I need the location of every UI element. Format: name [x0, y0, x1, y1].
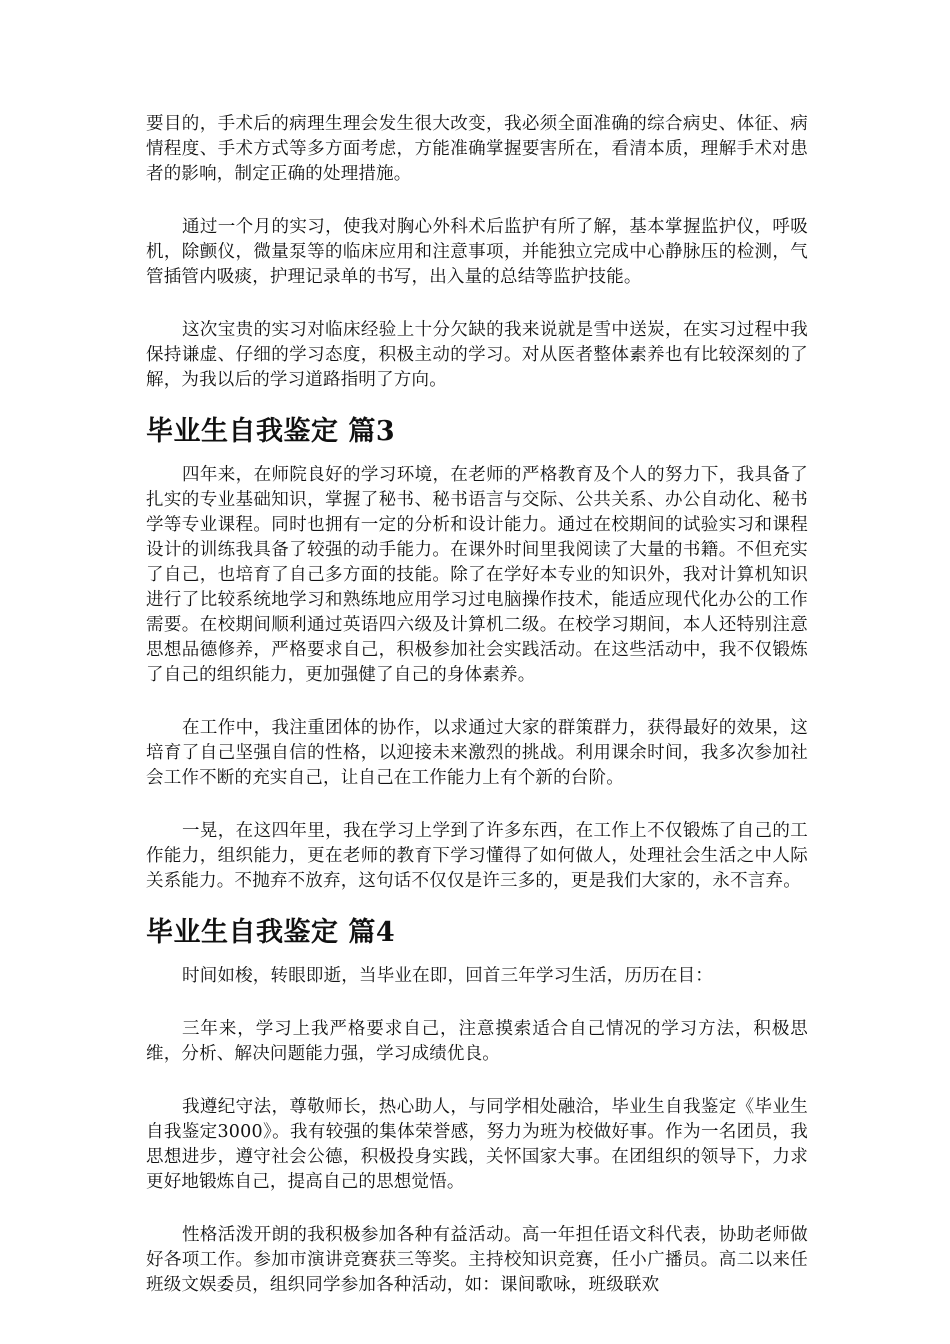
document-page — [146, 112, 808, 1298]
paragraph: 时间如梭，转眼即逝，当毕业在即，回首三年学习生活，历历在目： — [182, 966, 713, 986]
paragraph: 我遵纪守法，尊敬师长，热心助人，与同学相处融洽，毕业生自我鉴定《毕业生自我鉴定3000》。我有较强的集体荣誉感，努力为班为校做好事。作为一名团员，我思想进步，遵守社会公德，积极投身实践，关怀国家大事。在团组织的领导下，力求更好地锻炼自己，提高自己的思想觉悟。 — [146, 1097, 808, 1192]
section-heading-3: 毕业生自我鉴定 篇3 — [146, 416, 396, 447]
paragraph: 通过一个月的实习，使我对胸心外科术后监护有所了解，基本掌握监护仪，呼吸机，除颤仪，微量泵等的临床应用和注意事项，并能独立完成中心静脉压的检测，气管插管内吸痰，护理记录单的书写，出入量的总结等监护技能。 — [146, 217, 808, 287]
paragraph: 三年来，学习上我严格要求自己，注意摸索适合自己情况的学习方法，积极思维，分析、解决问题能力强，学习成绩优良。 — [146, 1019, 808, 1064]
paragraph: 一晃，在这四年里，我在学习上学到了许多东西，在工作上不仅锻炼了自己的工作能力，组织能力，更在老师的教育下学习懂得了如何做人，处理社会生活之中人际关系能力。不抛弃不放弃，这句话不仅仅是许三多的，更是我们大家的，永不言弃。 — [146, 821, 808, 891]
paragraph: 四年来，在师院良好的学习环境，在老师的严格教育及个人的努力下，我具备了扎实的专业基础知识，掌握了秘书、秘书语言与交际、公共关系、办公自动化、秘书学等专业课程。同时也拥有一定的分析和设计能力。通过在校期间的试验实习和课程设计的训练我具备了较强的动手能力。在课外时间里我阅读了大量的书籍。不但充实了自己，也培育了自己多方面的技能。除了在学好本专业的知识外，我对计算机知识进行了比较系统地学习和熟练地应用学习过电脑操作技术，能适应现代化办公的工作需要。在校期间顺利通过英语四六级及计算机二级。在校学习期间，本人还特别注意思想品德修养，严格要求自己，积极参加社会实践活动。在这些活动中，我不仅锻炼了自己的组织能力，更加强健了自己的身体素养。 — [146, 465, 808, 685]
paragraph: 这次宝贵的实习对临床经验上十分欠缺的我来说就是雪中送炭，在实习过程中我保持谦虚、仔细的学习态度，积极主动的学习。对从医者整体素养也有比较深刻的了解，为我以后的学习道路指明了方向。 — [146, 320, 808, 390]
paragraph: 性格活泼开朗的我积极参加各种有益活动。高一年担任语文科代表，协助老师做好各项工作。参加市演讲竞赛获三等奖。主持校知识竞赛，任小广播员。高二以来任班级文娱委员，组织同学参加各种活动，如：课间歌咏，班级联欢 — [146, 1225, 808, 1295]
section-heading-4: 毕业生自我鉴定 篇4 — [146, 917, 396, 948]
paragraph: 在工作中，我注重团体的协作，以求通过大家的群策群力，获得最好的效果，这培育了自己坚强自信的性格，以迎接未来激烈的挑战。利用课余时间，我多次参加社会工作不断的充实自己，让自己在工作能力上有个新的台阶。 — [146, 718, 808, 788]
paragraph: 要目的，手术后的病理生理会发生很大改变，我必须全面准确的综合病史、体征、病情程度、手术方式等多方面考虑，方能准确掌握要害所在，看清本质，理解手术对患者的影响，制定正确的处理措施。 — [146, 114, 808, 184]
